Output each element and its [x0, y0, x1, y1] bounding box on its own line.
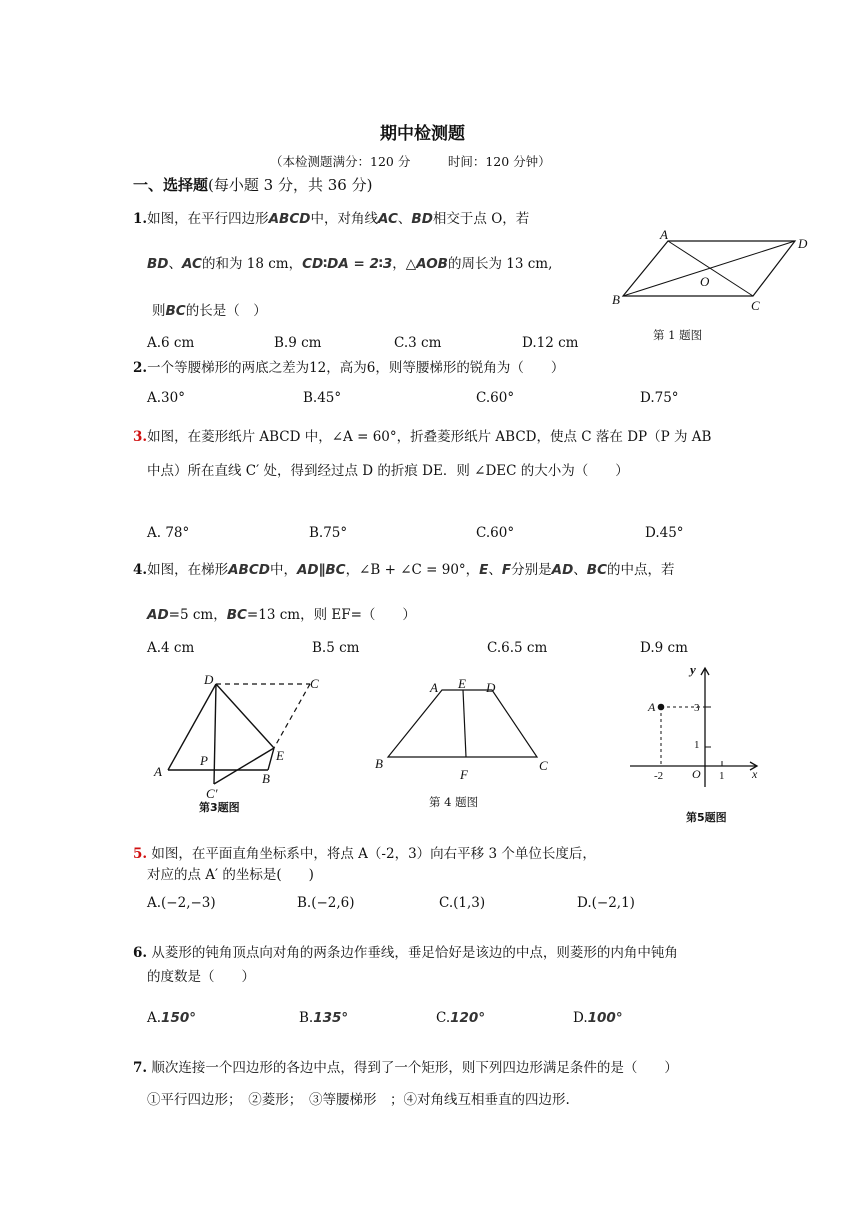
q2-option-a: A.30° [147, 390, 185, 406]
q1-number: 1. [133, 211, 148, 227]
fig3-dashed-ce [274, 684, 310, 748]
fig5-tick-label-minus2: -2 [654, 770, 664, 782]
q6-option-b-value: 135° [313, 1010, 349, 1026]
q1-bd: BD [411, 211, 433, 227]
q2-option-b: B.45° [303, 390, 342, 406]
fig5-tick-label-3: 3 [694, 702, 700, 714]
q4-ad: AD [551, 562, 574, 578]
figure-1-parallelogram [600, 228, 815, 318]
q4-text: 如图，在梯形 [147, 562, 229, 578]
page-title: 期中检测题 [380, 124, 465, 144]
q2-text: 一个等腰梯形的两底之差为12，高为6，则等腰梯形的锐角为（ ） [147, 360, 565, 376]
q1-text: 的长是（ ） [185, 303, 267, 319]
q4-ad: AD [147, 607, 169, 623]
q6-option-c-value: 120° [450, 1010, 486, 1026]
q3-option-c: C.60° [476, 525, 515, 541]
q4-adbc: AD∥BC [296, 562, 346, 578]
section-title: 一、选择题 [133, 176, 209, 194]
fig5-tick-label-y1: 1 [694, 739, 700, 751]
q6-option-a-letter: A. [147, 1010, 162, 1026]
q6-option-d-letter: D. [573, 1010, 588, 1026]
figure-3-rhombus [150, 672, 350, 822]
q6-option-a [147, 1010, 196, 1026]
q3-option-b: B.75° [309, 525, 348, 541]
q5-option-d: D.(−2,1) [577, 895, 635, 911]
q4-number: 4. [133, 562, 148, 578]
fig3-label-d: D [204, 672, 214, 687]
q4-e: E [479, 562, 489, 578]
fig4-label-c: C [539, 758, 548, 773]
q5-option-c: C.(1,3) [439, 895, 486, 911]
q6-option-c [436, 1010, 485, 1026]
q3-line1 [133, 425, 711, 445]
q6-option-c-letter: C. [436, 1010, 451, 1026]
fig3-line-dc-prime [214, 684, 216, 784]
figure-4-caption: 第 4 题图 [429, 795, 479, 809]
q1-bc: BC [165, 303, 186, 319]
q4-abcd: ABCD [228, 562, 270, 578]
q5-number: 5. [133, 846, 148, 862]
q4-option-d: D.9 cm [640, 640, 688, 656]
fig4-label-e: E [458, 676, 466, 691]
fig5-label-a: A [648, 700, 656, 714]
q1-abcd: ABCD [268, 211, 311, 227]
fig3-label-p: P [200, 753, 208, 768]
q4-option-c: C.6.5 cm [487, 640, 548, 656]
q1-aob: AOB [416, 256, 448, 272]
fig4-label-f: F [460, 767, 468, 782]
q4-line2 [147, 603, 416, 623]
q1-text: ，△ [392, 256, 417, 272]
q3-number: 3. [133, 429, 148, 445]
q4-f: F [501, 562, 512, 578]
q5-line1 [133, 842, 596, 862]
q1-text: 如图，在平行四边形 [147, 211, 269, 227]
fig4-trapezoid-outline [388, 690, 537, 757]
q6-option-d [573, 1010, 623, 1026]
q6-option-a-value: 150° [161, 1010, 196, 1026]
q7-line1 [133, 1056, 678, 1076]
fig4-label-a: A [430, 680, 438, 695]
fig1-label-b: B [612, 292, 620, 307]
q6-line2: 的度数是（ ） [147, 969, 255, 985]
q1-option-d: D.12 cm [522, 335, 579, 351]
fig4-label-b: B [375, 756, 383, 771]
q4-text: =13 cm，则 EF=（ ） [246, 607, 416, 623]
q6-text: 从菱形的钝角顶点向对角的两条边作垂线，垂足恰好是该边的中点，则菱形的内角中钝角 [151, 945, 678, 961]
q5-option-a: A.(−2,−3) [147, 895, 216, 911]
q2-option-d: D.75° [640, 390, 679, 406]
q4-option-a: A.4 cm [147, 640, 195, 656]
q1-text: 的周长为 13 cm, [447, 256, 553, 272]
q1-text: 中，对角线 [310, 211, 378, 227]
figure-5-coordinate-plane [625, 662, 765, 802]
fig3-label-c-prime: C′ [206, 786, 218, 801]
q6-line1 [133, 941, 678, 961]
fig3-label-b: B [262, 771, 270, 786]
q4-text: =5 cm， [168, 607, 227, 623]
q4-text: 中， [269, 562, 297, 578]
q1-line2 [147, 252, 552, 272]
q2-option-c: C.60° [476, 390, 515, 406]
q4-line1: 4.如图，在梯形ABCD中，AD∥BC，∠B + ∠C = 90°，E、F分别是AD、BC的中点，若 [133, 562, 675, 578]
figure-5-caption: 第5题图 [686, 811, 727, 824]
q1-line3 [152, 299, 267, 319]
q1-text: 、 [397, 211, 412, 227]
q5-text: 如图，在平面直角坐标系中，将点 A（-2，3）向右平移 3 个单位长度后， [151, 846, 596, 862]
fig5-label-origin: O [692, 767, 701, 781]
fig1-label-d: D [798, 236, 808, 251]
fig3-label-a: A [154, 764, 162, 779]
fig5-tick-label-x1: 1 [719, 770, 725, 782]
q1-text: 、 [168, 256, 182, 272]
fig5-point-a [658, 704, 665, 711]
fig3-label-c: C [310, 676, 319, 691]
q7-line2: ①平行四边形； ②菱形； ③等腰梯形 ；④对角线互相垂直的四边形. [147, 1092, 570, 1108]
fig5-label-x: x [752, 767, 758, 781]
q1-option-b: B.9 cm [274, 335, 322, 351]
q1-text: 的和为 18 cm， [201, 256, 303, 272]
q3-option-d: D.45° [645, 525, 684, 541]
q5-line2: 对应的点 A′ 的坐标是( ) [147, 867, 314, 883]
q7-text: 顺次连接一个四边形的各边中点，得到了一个矩形，则下列四边形满足条件的是（ ） [151, 1060, 678, 1076]
q3-line2: 中点）所在直线 C′ 处，得到经过点 D 的折痕 DE．则 ∠DEC 的大小为（ ） [147, 463, 629, 479]
q5-option-b: B.(−2,6) [297, 895, 355, 911]
fig4-segment-ef [463, 690, 466, 757]
figure-3-caption: 第3题图 [199, 801, 240, 814]
exam-info: （本检测题满分：120 分 时间：120 分钟） [270, 154, 551, 169]
figure-4-trapezoid [370, 672, 560, 792]
q1-ratio: CD∶DA = 2∶3 [302, 256, 393, 272]
q1-ac: AC [377, 211, 398, 227]
q4-option-b: B.5 cm [312, 640, 360, 656]
q1-text: 相交于点 O，若 [432, 211, 530, 227]
q3-text: 如图，在菱形纸片 ABCD 中，∠A = 60°，折叠菱形纸片 ABCD，使点 C 落在 DP（P 为 AB [147, 429, 712, 445]
q6-option-b [299, 1010, 348, 1026]
fig5-label-y: y [690, 662, 696, 677]
fig3-fold-de [216, 684, 274, 748]
q7-number: 7. [133, 1060, 148, 1076]
q1-option-a: A.6 cm [147, 335, 195, 351]
fig3-edge-da [168, 684, 216, 770]
q1-text: 则 [152, 303, 166, 319]
fig4-label-d: D [486, 680, 496, 695]
fig1-label-o: O [700, 274, 710, 289]
q4-text: 分别是 [511, 562, 552, 578]
q4-text: ，∠B + ∠C = 90°， [345, 562, 480, 578]
q2-line [133, 356, 564, 376]
fig1-label-a: A [660, 227, 668, 242]
section-note: (每小题 3 分，共 36 分) [208, 176, 373, 194]
q4-text: 的中点，若 [606, 562, 675, 578]
q4-bc: BC [226, 607, 247, 623]
q1-bd: BD [147, 256, 169, 272]
fig1-label-c: C [751, 298, 760, 313]
q1-line1 [133, 207, 529, 227]
q1-ac: AC [182, 256, 202, 272]
q6-option-d-value: 100° [587, 1010, 623, 1026]
figure-1-caption: 第 1 题图 [653, 328, 703, 342]
section-heading [133, 174, 372, 195]
q6-option-b-letter: B. [299, 1010, 314, 1026]
q1-option-c: C.3 cm [394, 335, 442, 351]
fig3-label-e: E [276, 748, 284, 763]
q3-option-a: A. 78° [147, 525, 190, 541]
q4-bc: BC [586, 562, 607, 578]
q2-number: 2. [133, 360, 148, 376]
q6-number: 6. [133, 945, 148, 961]
